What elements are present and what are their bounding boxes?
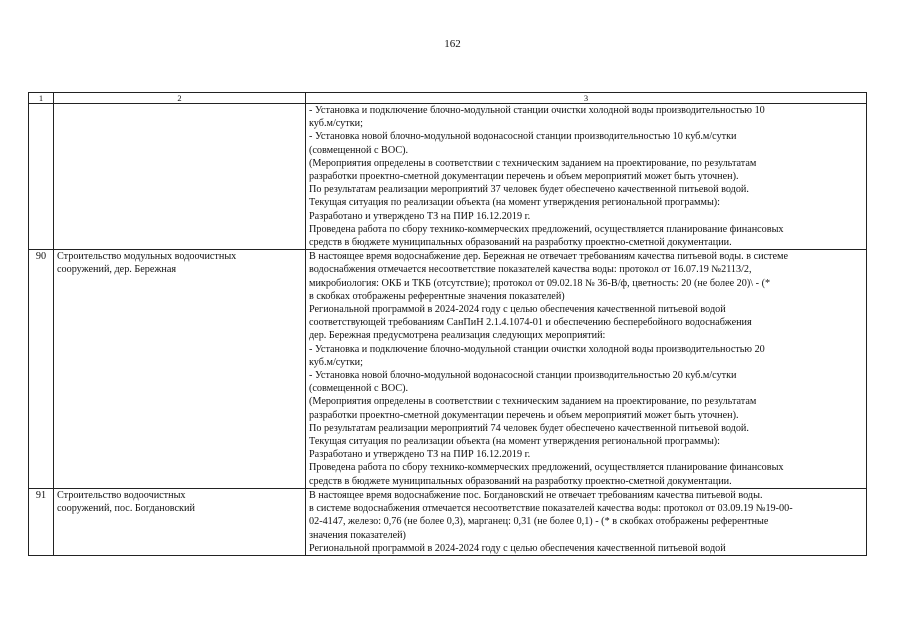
description-line: По результатам реализации мероприятий 74 человек будет обеспечено качественной питьевой водой. <box>309 422 749 434</box>
table-body <box>29 104 867 556</box>
description-line: В настоящее время водоснабжение пос. Богдановский не отвечает требованиям качества питьевой воды. <box>309 489 763 501</box>
description-line: средств в бюджете муниципальных образований на разработку проектно-сметной документации. <box>309 475 732 487</box>
description-line: Текущая ситуация по реализации объекта (на момент утверждения региональной программы): <box>309 436 721 448</box>
description-line: В настоящее время водоснабжение дер. Бережная не отвечает требованиям качества питьевой воды. в системе <box>309 251 789 263</box>
description-line: (совмещенной с ВОС). <box>309 383 409 395</box>
row-number: 90 <box>29 250 54 489</box>
description-line: - Установка новой блочно-модульной водонасосной станции производительностью 20 куб.м/сутки <box>309 370 737 382</box>
description-line: разработки проектно-сметной документации перечень и объем мероприятий может быть уточнен). <box>309 171 739 183</box>
description-line: Региональной программой в 2024-2024 году с целью обеспечения качественной питьевой водой <box>309 542 726 554</box>
description-line: Проведена работа по сбору технико-коммерческих предложений, осуществляется планирование финансовых <box>309 462 784 474</box>
page-number: 162 <box>444 38 461 50</box>
description-line: в системе водоснабжения отмечается несоответствие показателей качества воды: протокол от 03.09.19 №19-00- <box>309 503 793 515</box>
description-line: (совмещенной с ВОС). <box>309 144 409 156</box>
object-description <box>306 488 867 555</box>
object-name <box>54 250 306 489</box>
description-line: Текущая ситуация по реализации объекта (на момент утверждения региональной программы): <box>309 197 721 209</box>
description-line: в скобках отображены референтные значения показателей) <box>309 290 565 302</box>
description-line: Проведена работа по сбору технико-коммерческих предложений, осуществляется планирование финансовых <box>309 223 784 235</box>
description-line: куб.м/сутки; <box>309 356 363 368</box>
description-line: значения показателей) <box>309 529 406 541</box>
column-header-3: 3 <box>306 93 867 104</box>
object-name-line: Строительство модульных водоочистных <box>57 251 237 263</box>
table-row <box>29 250 867 489</box>
description-line: (Мероприятия определены в соответствии с техническим заданием на проектирование, по результатам <box>309 396 757 408</box>
description-line: Разработано и утверждено ТЗ на ПИР 16.12.2019 г. <box>309 210 531 222</box>
description-line: средств в бюджете муниципальных образований на разработку проектно-сметной документации. <box>309 237 732 249</box>
description-line: соответствующей требованиям СанПиН 2.1.4.1074-01 и обеспечению бесперебойного водоснабжения <box>309 317 752 329</box>
description-line: - Установка и подключение блочно-модульной станции очистки холодной воды производительностью 10 <box>309 105 765 116</box>
row-number: 91 <box>29 488 54 555</box>
description-line: куб.м/сутки; <box>309 118 363 130</box>
description-line: По результатам реализации мероприятий 37 человек будет обеспечено качественной питьевой водой. <box>309 184 749 196</box>
description-line: 02-4147, железо: 0,76 (не более 0,3), марганец: 0,31 (не более 0,1) - (* в скобках отображены референтные <box>309 516 769 528</box>
table-row <box>29 488 867 555</box>
object-description <box>306 104 867 250</box>
object-name-line: Строительство водоочистных <box>57 489 186 501</box>
description-line: разработки проектно-сметной документации перечень и объем мероприятий может быть уточнен). <box>309 409 739 421</box>
column-header-1: 1 <box>29 93 54 104</box>
description-line: Разработано и утверждено ТЗ на ПИР 16.12.2019 г. <box>309 449 531 461</box>
description-line: - Установка и подключение блочно-модульной станции очистки холодной воды производительностью 20 <box>309 343 765 355</box>
object-name <box>54 488 306 555</box>
description-line: дер. Бережная предусмотрена реализация следующих мероприятий: <box>309 330 606 342</box>
table-row <box>29 104 867 250</box>
column-number-row <box>29 93 867 104</box>
description-line: микробиология: ОКБ и ТКБ (отсутствие); протокол от 09.02.18 № 36-В/ф, цветность: 20 (не более 20)\ - (* <box>309 277 771 289</box>
object-description <box>306 250 867 489</box>
description-line: Региональной программой в 2024-2024 году с целью обеспечения качественной питьевой водой <box>309 304 726 316</box>
description-line: - Установка новой блочно-модульной водонасосной станции производительностью 10 куб.м/сутки <box>309 131 737 143</box>
column-header-2: 2 <box>54 93 306 104</box>
program-table <box>28 92 867 556</box>
object-name-line: сооружений, дер. Бережная <box>57 264 177 276</box>
object-name <box>54 104 306 250</box>
description-line: водоснабжения отмечается несоответствие показателей качества воды: протокол от 16.07.19 №2113/2, <box>309 264 752 276</box>
object-name-line: сооружений, пос. Богдановский <box>57 503 195 515</box>
description-line: (Мероприятия определены в соответствии с техническим заданием на проектирование, по результатам <box>309 157 757 169</box>
row-number <box>29 104 54 250</box>
